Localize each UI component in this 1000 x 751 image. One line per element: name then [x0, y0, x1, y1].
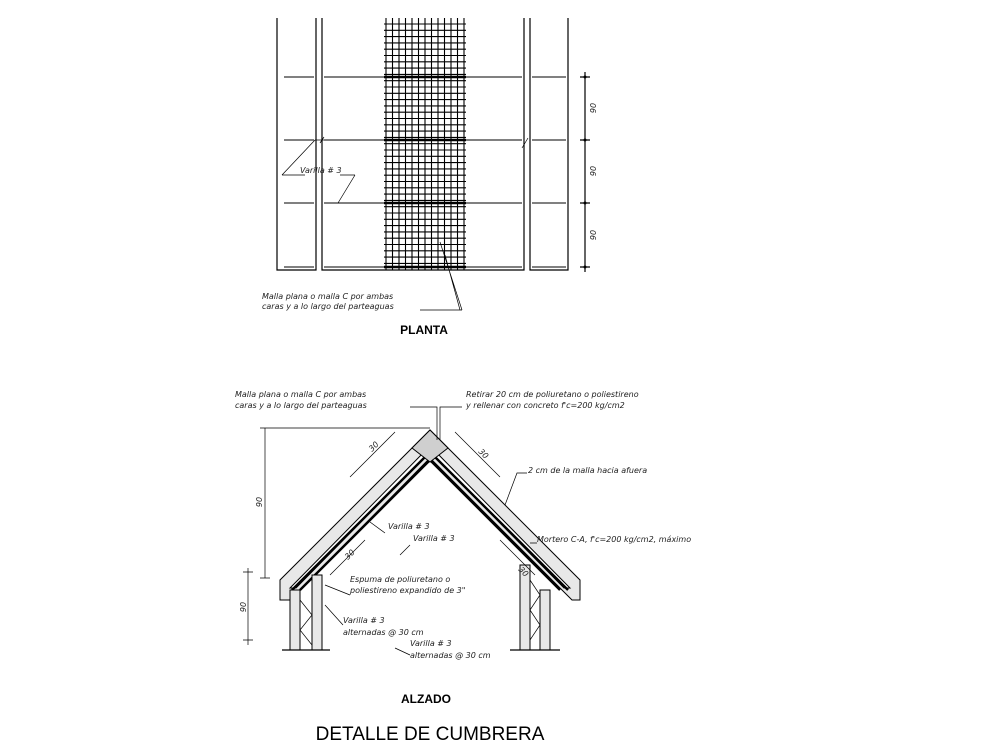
planta-mesh	[384, 18, 466, 270]
dim-label: 90	[589, 165, 598, 177]
varilla-note: Varilla # 3	[413, 534, 455, 543]
dim-diag: 30	[516, 565, 531, 579]
malla-afuera-note: 2 cm de la malla hacia afuera	[528, 466, 648, 475]
mesh-note: Malla plana o malla C por ambas	[235, 390, 367, 399]
alzado-view	[235, 390, 691, 706]
varilla-note: Varilla # 3	[388, 522, 430, 531]
mesh-note: caras y a lo largo del parteaguas	[235, 401, 367, 410]
rebar-note: Varilla # 3	[300, 166, 342, 175]
dim-label: 90	[589, 102, 598, 114]
retirar-note: Retirar 20 cm de poliuretano o poliestireno	[466, 390, 639, 399]
alzado-dimensions	[243, 428, 535, 645]
mortero-note: Mortero C-A, f'c=200 kg/cm2, máximo	[537, 535, 692, 544]
planta-label: PLANTA	[400, 323, 448, 337]
espuma-note: Espuma de poliuretano o	[350, 575, 451, 584]
dim-diag: 30	[343, 547, 357, 562]
drawing-title: DETALLE DE CUMBRERA	[315, 724, 545, 745]
mesh-note: Malla plana o malla C por ambas	[262, 292, 394, 301]
varilla-note: alternadas @ 30 cm	[410, 651, 491, 660]
mesh-note: caras y a lo largo del parteaguas	[262, 302, 394, 311]
alzado-label: ALZADO	[401, 692, 451, 706]
varilla-note: alternadas @ 30 cm	[343, 628, 424, 637]
dim-wall: 90	[239, 601, 248, 613]
dim-diag: 30	[476, 447, 491, 461]
dim-label: 90	[589, 229, 598, 241]
espuma-note: poliestireno expandido de 3"	[350, 586, 466, 595]
retirar-note: y rellenar con concreto f'c=200 kg/cm2	[466, 401, 625, 410]
varilla-note: Varilla # 3	[343, 616, 385, 625]
planta-view	[262, 18, 598, 337]
dim-height: 90	[255, 496, 264, 508]
dim-diag: 30	[367, 439, 381, 454]
varilla-note: Varilla # 3	[410, 639, 452, 648]
